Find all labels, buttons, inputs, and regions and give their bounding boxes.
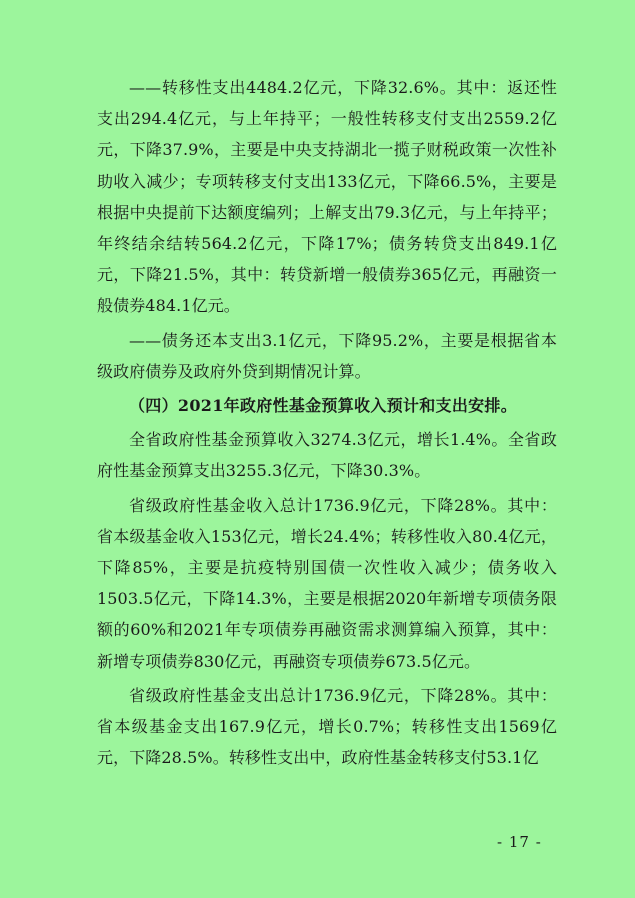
paragraph-fund-overview: 全省政府性基金预算收入3274.3亿元，增长1.4%。全省政府性基金预算支出3255.3亿元，下降30.3%。 [97,430,557,481]
section-heading: （四）2021年政府性基金预算收入预计和支出安排。 [129,396,518,416]
paragraph-fund-revenue: 省级政府性基金收入总计1736.9亿元，下降28%。其中：省本级基金收入153亿元，增长24.4%；转移性收入80.4亿元，下降85%，主要是抗疫特别国债一次性收入减少；债务收入1503.5亿元，下降14.3%，主要是根据2020年新增专项债务限额的60%和2021年专项债券再融资需求测算编入预算，其中：新增专项债券830亿元，再融资专项债券673.5亿元。 [97,495,557,671]
paragraph-fund-expenditure: 省级政府性基金支出总计1736.9亿元，下降28%。其中：省本级基金支出167.9亿元，增长0.7%；转移性支出1569亿元，下降28.5%。转移性支出中，政府性基金转移支付53.1亿 [97,685,557,768]
page-number: - 17 - [497,833,542,851]
document-body [97,72,557,773]
paragraph-debt-repayment: ——债务还本支出3.1亿元，下降95.2%，主要是根据省本级政府债券及政府外贷到期情况计算。 [97,330,557,381]
paragraph-transfer-expenditure: ——转移性支出4484.2亿元，下降32.6%。其中：返还性支出294.4亿元，与上年持平；一般性转移支付支出2559.2亿元，下降37.9%，主要是中央支持湖北一揽子财税政策一次性补助收入减少；专项转移支付支出133亿元，下降66.5%，主要是根据中央提前下达额度编列；上解支出79.3亿元，与上年持平；年终结余结转564.2亿元，下降17%；债务转贷支出849.1亿元，下降21.5%，其中：转贷新增一般债券365亿元，再融资一般债券484.1亿元。 [97,78,557,316]
